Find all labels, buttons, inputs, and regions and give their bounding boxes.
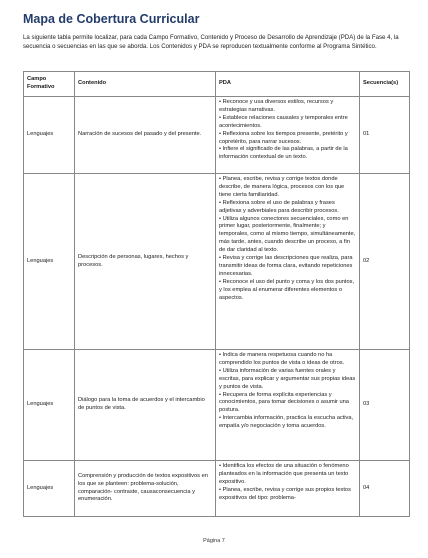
header-campo: Campo Formativo bbox=[24, 72, 75, 97]
pda-item: • Planea, escribe, revisa y corrige textos donde describe, de manera lógica, procesos con los que tiene cierta familiaridad. bbox=[219, 176, 345, 198]
pda-item: • Utiliza algunos conectores secuenciales, como en primer lugar, posteriormente, finalmente; y temporales, como al mismo tiempo, simultáneamente, más tarde, antes, cuando describe un proceso, a fin de dar claridad al texto. bbox=[219, 215, 356, 254]
pda-item: • Reflexiona sobre los tiempos presente, pretérito y copretérito, para narrar sucesos. bbox=[219, 130, 348, 145]
cell-contenido: Comprensión y producción de textos expositivos en los que se planteen: problema-solución, comparación- contraste, causaconsecuencia y enumeración. bbox=[75, 461, 216, 517]
cell-pda bbox=[216, 350, 360, 461]
cell-contenido: Narración de sucesos del pasado y del presente. bbox=[75, 97, 216, 174]
pda-item: • Establece relaciones causales y temporales entre acontecimientos. bbox=[219, 114, 348, 129]
cell-secuencia: 02 bbox=[360, 174, 410, 350]
table-row bbox=[24, 461, 410, 517]
cell-pda bbox=[216, 461, 360, 517]
header-contenido: Contenido bbox=[75, 72, 216, 97]
page-title: Mapa de Cobertura Curricular bbox=[23, 12, 200, 26]
cell-pda bbox=[216, 174, 360, 350]
pda-item: • Infiere el significado de las palabras, a partir de la información contextual de un texto. bbox=[219, 146, 348, 161]
cell-contenido: Descripción de personas, lugares, hechos y procesos. bbox=[75, 174, 216, 350]
pda-item: • Recupera de forma explícita experiencias y conocimientos, para tomar decisiones o asumir una postura. bbox=[219, 391, 349, 414]
cell-secuencia: 03 bbox=[360, 350, 410, 461]
table-row bbox=[24, 97, 410, 174]
pda-item: • Utiliza información de varias fuentes orales y escritas, para explicar y argumentar sus propias ideas y puntos de vista. bbox=[219, 367, 356, 390]
cell-secuencia: 04 bbox=[360, 461, 410, 517]
pda-item: • Revisa y corrige las descripciones que realiza, para transmitir ideas de forma clara, evitando repeticiones innecesarias. bbox=[219, 255, 353, 277]
curriculum-table bbox=[23, 71, 410, 517]
pda-item: • Planea, escribe, revisa y corrige sus propios textos expositivos del tipo: problema- bbox=[219, 486, 351, 501]
table-row bbox=[24, 350, 410, 461]
table-header-row bbox=[24, 72, 410, 97]
header-pda: PDA bbox=[216, 72, 360, 97]
cell-pda bbox=[216, 97, 360, 174]
header-secuencia: Secuencia(s) bbox=[360, 72, 410, 97]
cell-contenido: Diálogo para la toma de acuerdos y el intercambio de puntos de vista. bbox=[75, 350, 216, 461]
cell-campo: Lenguajes bbox=[24, 350, 75, 461]
cell-secuencia: 01 bbox=[360, 97, 410, 174]
page-number: Página 7 bbox=[203, 538, 225, 544]
pda-item: • Reconoce y usa diversos estilos, recursos y estrategias narrativas. bbox=[219, 99, 334, 113]
pda-item: • Identifica los efectos de una situación o fenómeno planteados en la información que presenta un texto expositivo. bbox=[219, 463, 349, 485]
table-row bbox=[24, 174, 410, 350]
pda-item: • Indica de manera respetuosa cuando no ha comprendido los puntos de vista o ideas de otros. bbox=[219, 352, 345, 366]
cell-campo: Lenguajes bbox=[24, 174, 75, 350]
intro-paragraph: La siguiente tabla permite localizar, para cada Campo Formativo, Contenido y Proceso de Desarrollo de Aprendizaje (PDA) de la Fase 4, la secuencia o secuencias en las que se aborda. Los Contenidos y PDA se reproducen textualmente conforme al Programa Sintético. bbox=[23, 34, 399, 50]
cell-campo: Lenguajes bbox=[24, 461, 75, 517]
cell-campo: Lenguajes bbox=[24, 97, 75, 174]
pda-item: • Intercambia información, practica la escucha activa, empatía y/o negociación y toma acuerdos. bbox=[219, 415, 354, 430]
pda-item: • Reflexiona sobre el uso de palabras y frases adjetivas y adverbiales para describir procesos. bbox=[219, 199, 339, 214]
pda-item: • Reconoce el uso del punto y coma y los dos puntos, y los emplea al enumerar diferentes elementos o aspectos. bbox=[219, 278, 355, 301]
